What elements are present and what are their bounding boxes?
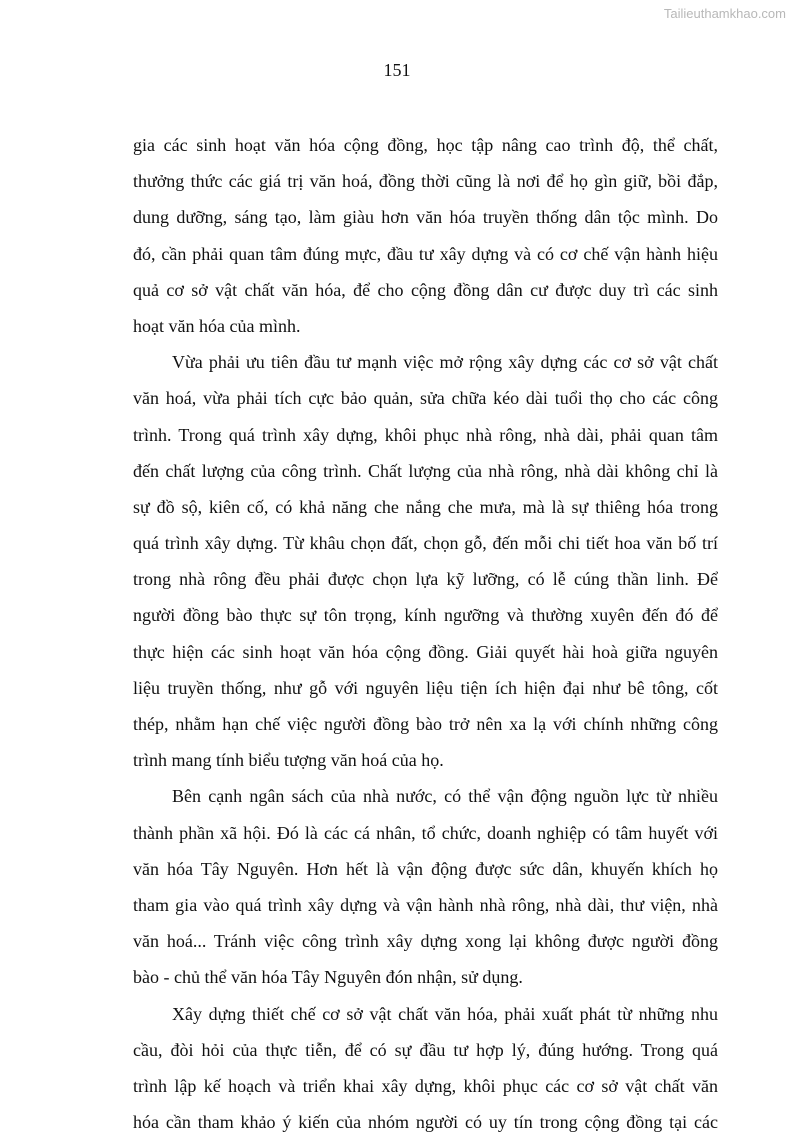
text-line: thực hiện các sinh hoạt văn hóa cộng đồng. Giải quyết hài hoà giữa nguyên (133, 634, 718, 670)
watermark: Tailieuthamkhao.com (664, 6, 786, 21)
text-line: thành phần xã hội. Đó là các cá nhân, tổ chức, doanh nghiệp có tâm huyết với (133, 815, 718, 851)
text-line: cầu, đòi hỏi của thực tiễn, để có sự đầu tư hợp lý, đúng hướng. Trong quá (133, 1032, 718, 1068)
text-line: đó, cần phải quan tâm đúng mực, đầu tư xây dựng và có cơ chế vận hành hiệu (133, 236, 718, 272)
text-line: sự đồ sộ, kiên cố, có khả năng che nắng che mưa, mà là sự thiêng hóa trong (133, 489, 718, 525)
text-line: thưởng thức các giá trị văn hoá, đồng thời cũng là nơi để họ gìn giữ, bồi đắp, (133, 163, 718, 199)
text-line: trình mang tính biểu tượng văn hoá của họ. (133, 742, 718, 778)
paragraph (133, 127, 718, 344)
text-line: hóa cần tham khảo ý kiến của nhóm người có uy tín trong cộng đồng tại các (133, 1104, 718, 1140)
text-line: văn hoá, vừa phải tích cực bảo quản, sửa chữa kéo dài tuổi thọ cho các công (133, 380, 718, 416)
text-line: người đồng bào thực sự tôn trọng, kính ngưỡng và thường xuyên đến đó để (133, 597, 718, 633)
text-line: thép, nhằm hạn chế việc người đồng bào trở nên xa lạ với chính những công (133, 706, 718, 742)
text-line: trình lập kế hoạch và triển khai xây dựng, khôi phục các cơ sở vật chất văn (133, 1068, 718, 1104)
document-body (133, 127, 718, 1140)
text-line: dung dưỡng, sáng tạo, làm giàu hơn văn hóa truyền thống dân tộc mình. Do (133, 199, 718, 235)
text-line: quá trình xây dựng. Từ khâu chọn đất, chọn gỗ, đến mỗi chi tiết hoa văn bố trí (133, 525, 718, 561)
paragraph (133, 344, 718, 778)
text-line: bào - chủ thể văn hóa Tây Nguyên đón nhận, sử dụng. (133, 959, 718, 995)
text-line: Bên cạnh ngân sách của nhà nước, có thể vận động nguồn lực từ nhiều (133, 778, 718, 814)
text-line: tham gia vào quá trình xây dựng và vận hành nhà rông, nhà dài, thư viện, nhà (133, 887, 718, 923)
paragraph (133, 778, 718, 995)
page-number: 151 (0, 60, 794, 81)
text-line: văn hoá... Tránh việc công trình xây dựng xong lại không được người đồng (133, 923, 718, 959)
text-line: liệu truyền thống, như gỗ với nguyên liệu tiện ích hiện đại như bê tông, cốt (133, 670, 718, 706)
text-line: hoạt văn hóa của mình. (133, 308, 718, 344)
text-line: gia các sinh hoạt văn hóa cộng đồng, học tập nâng cao trình độ, thể chất, (133, 127, 718, 163)
text-line: Vừa phải ưu tiên đầu tư mạnh việc mở rộng xây dựng các cơ sở vật chất (133, 344, 718, 380)
text-line: trong nhà rông đều phải được chọn lựa kỹ lưỡng, có lễ cúng thần linh. Để (133, 561, 718, 597)
text-line: Xây dựng thiết chế cơ sở vật chất văn hóa, phải xuất phát từ những nhu (133, 996, 718, 1032)
text-line: đến chất lượng của công trình. Chất lượng của nhà rông, nhà dài không chỉ là (133, 453, 718, 489)
text-line: văn hóa Tây Nguyên. Hơn hết là vận động được sức dân, khuyến khích họ (133, 851, 718, 887)
text-line: trình. Trong quá trình xây dựng, khôi phục nhà rông, nhà dài, phải quan tâm (133, 417, 718, 453)
text-line: quả cơ sở vật chất văn hóa, để cho cộng đồng dân cư được duy trì các sinh (133, 272, 718, 308)
paragraph (133, 996, 718, 1140)
